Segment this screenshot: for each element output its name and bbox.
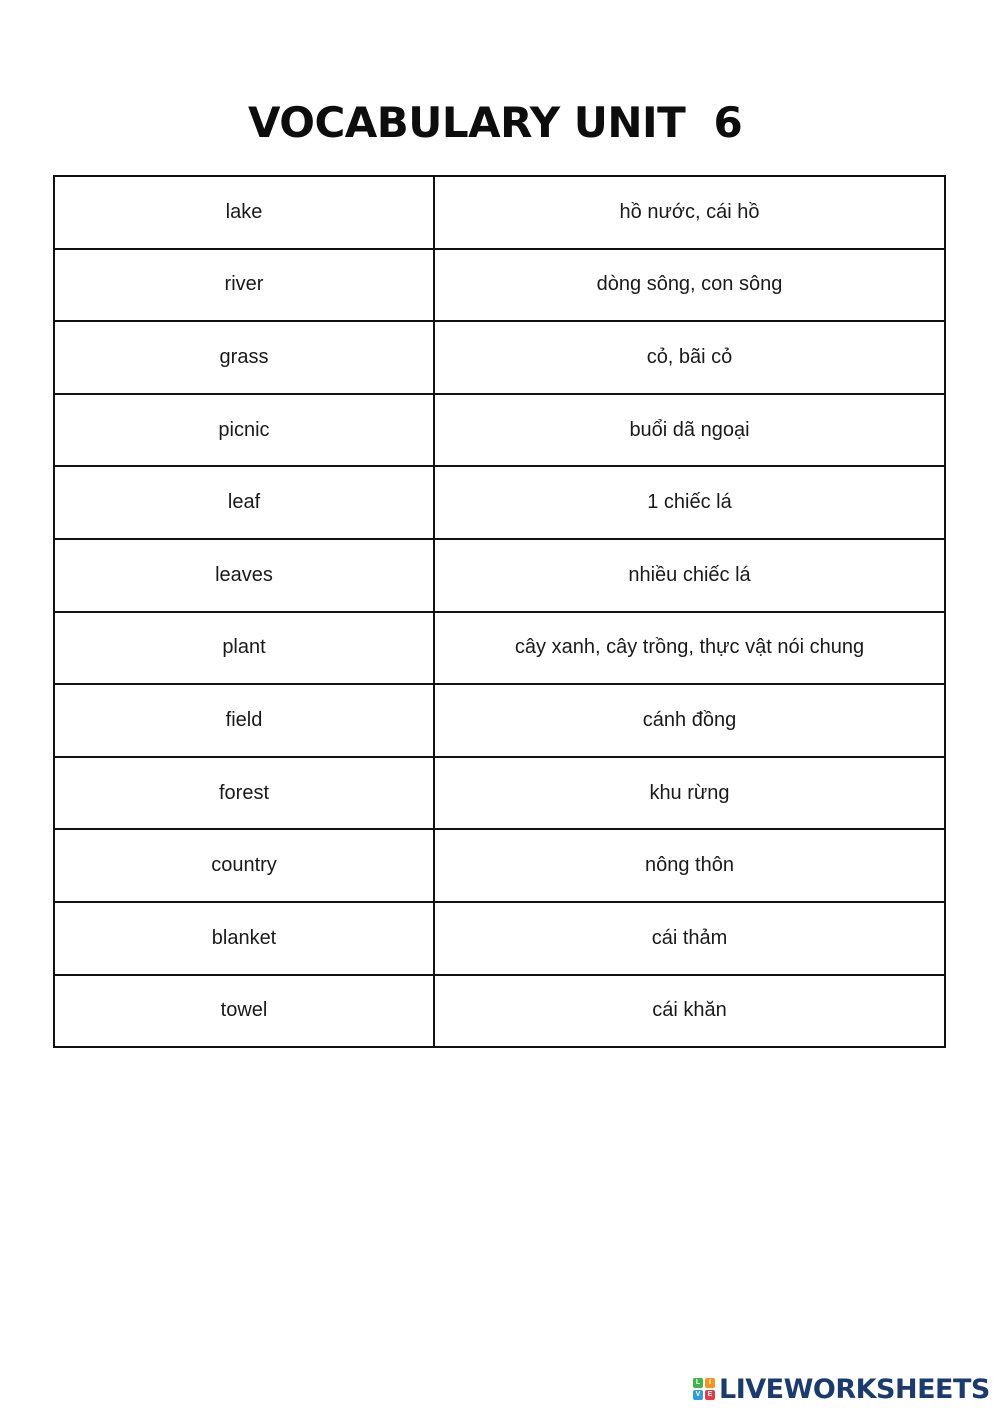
english-word: lake	[54, 176, 434, 249]
table-row	[54, 321, 945, 394]
english-word: field	[54, 684, 434, 757]
logo-tile-i: I	[705, 1378, 715, 1388]
vietnamese-meaning: nông thôn	[434, 829, 945, 902]
vietnamese-meaning: cây xanh, cây trồng, thực vật nói chung	[434, 612, 945, 685]
table-row	[54, 757, 945, 830]
vietnamese-meaning: cái khăn	[434, 975, 945, 1048]
vietnamese-meaning: nhiều chiếc lá	[434, 539, 945, 612]
page-title: VOCABULARY UNIT 6	[248, 98, 743, 147]
vietnamese-meaning: hồ nước, cái hồ	[434, 176, 945, 249]
table-row	[54, 394, 945, 467]
table-row	[54, 612, 945, 685]
english-word: towel	[54, 975, 434, 1048]
table-row	[54, 902, 945, 975]
english-word: country	[54, 829, 434, 902]
table-row	[54, 829, 945, 902]
vocabulary-table	[53, 175, 946, 1048]
english-word: leaves	[54, 539, 434, 612]
vietnamese-meaning: 1 chiếc lá	[434, 466, 945, 539]
vietnamese-meaning: buổi dã ngoại	[434, 394, 945, 467]
table-row	[54, 684, 945, 757]
logo-tile-e: E	[705, 1390, 715, 1400]
english-word: blanket	[54, 902, 434, 975]
liveworksheets-logo-text: LIVEWORKSHEETS	[719, 1373, 990, 1405]
english-word: plant	[54, 612, 434, 685]
english-word: picnic	[54, 394, 434, 467]
english-word: river	[54, 249, 434, 322]
english-word: forest	[54, 757, 434, 830]
table-row	[54, 176, 945, 249]
table-row	[54, 539, 945, 612]
table-row	[54, 466, 945, 539]
vietnamese-meaning: cái thảm	[434, 902, 945, 975]
logo-tile-v: V	[693, 1390, 703, 1400]
vietnamese-meaning: khu rừng	[434, 757, 945, 830]
table-row	[54, 249, 945, 322]
liveworksheets-logo	[693, 1374, 990, 1404]
liveworksheets-logo-icon	[693, 1378, 715, 1400]
vietnamese-meaning: cánh đồng	[434, 684, 945, 757]
table-row	[54, 975, 945, 1048]
english-word: grass	[54, 321, 434, 394]
english-word: leaf	[54, 466, 434, 539]
vietnamese-meaning: dòng sông, con sông	[434, 249, 945, 322]
vietnamese-meaning: cỏ, bãi cỏ	[434, 321, 945, 394]
logo-tile-l: L	[693, 1378, 703, 1388]
